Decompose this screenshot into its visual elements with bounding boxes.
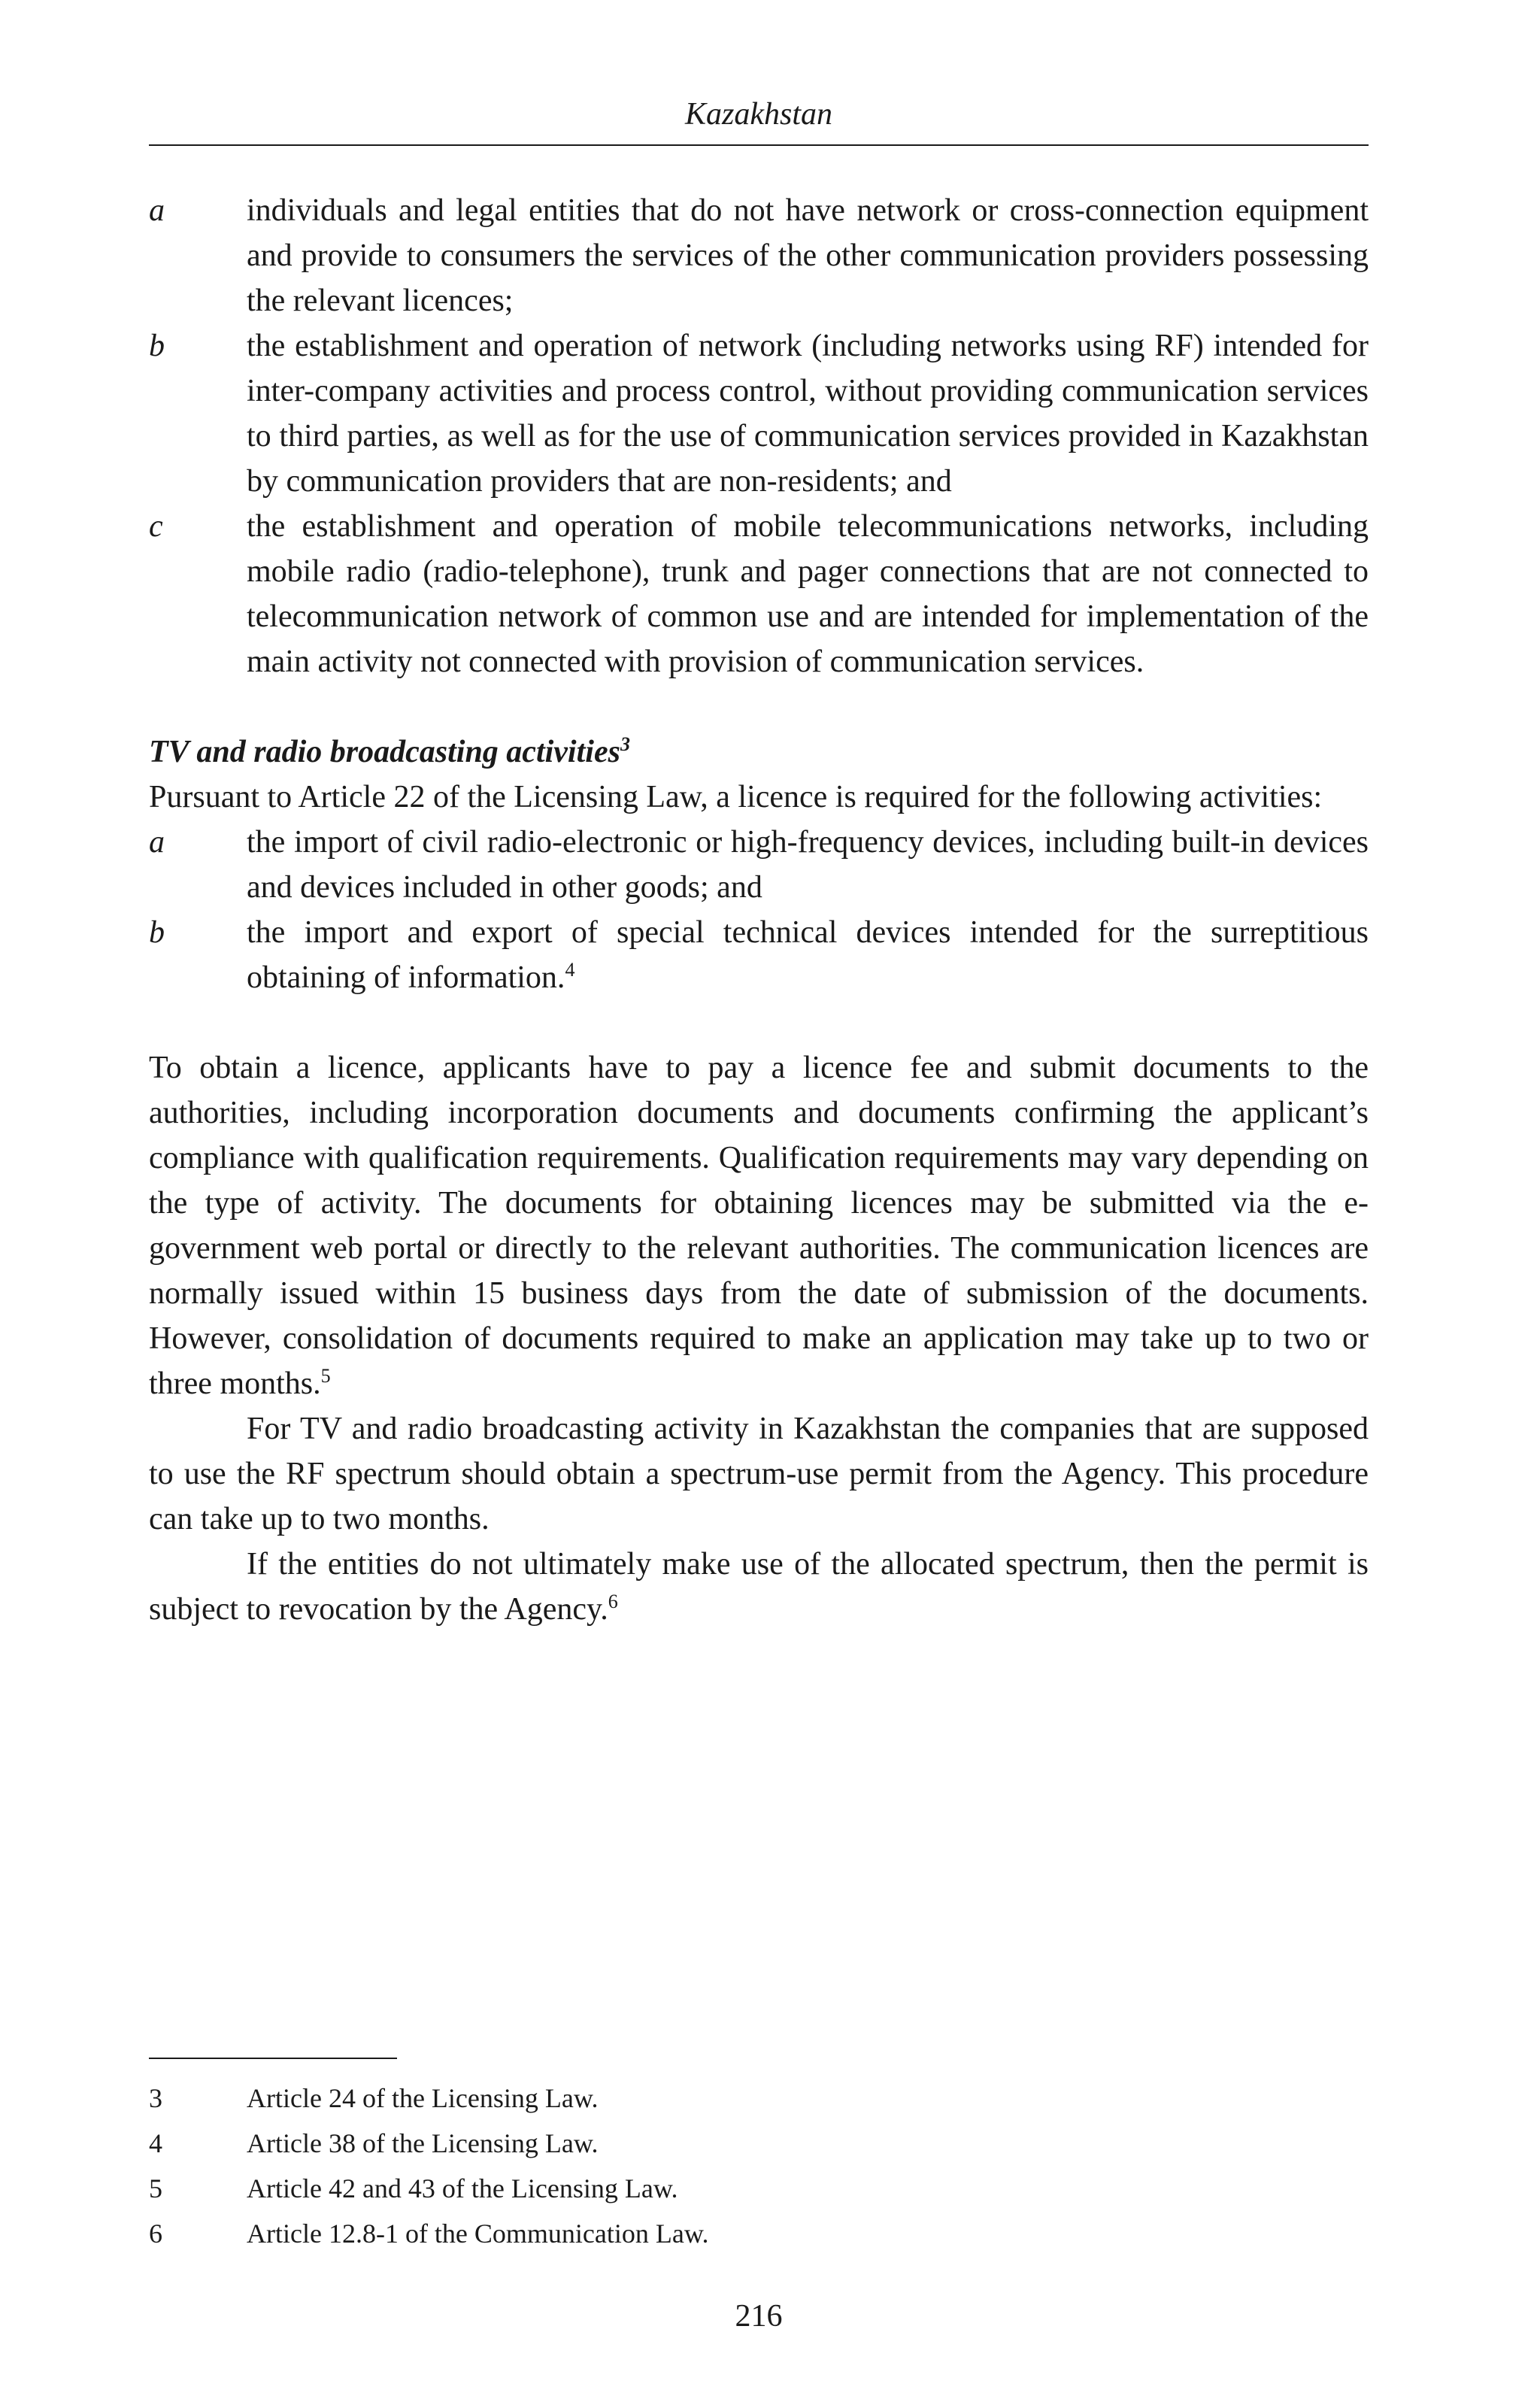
footnote-ref: 5 — [320, 1365, 331, 1387]
footnote-number: 5 — [149, 2173, 162, 2203]
footnote-ref: 4 — [565, 959, 575, 981]
footnote-number: 3 — [149, 2083, 162, 2113]
footnote-number: 4 — [149, 2128, 162, 2158]
running-header: Kazakhstan — [684, 97, 832, 132]
footnote-text: Article 24 of the Licensing Law. — [247, 2083, 599, 2113]
list-item-text: individuals and legal entities that do not have network or cross-connection equipment and provide to consumers the services of the other communication providers possessing the relevant licences; — [247, 193, 1369, 318]
list-marker: b — [149, 329, 165, 363]
intro-paragraph: Pursuant to Article 22 of the Licensing Law, a licence is required for the following activities: — [149, 780, 1323, 814]
paragraph-text: To obtain a licence, applicants have to pay a licence fee and submit documents to the authorities, including incorporation documents and documents confirming the applicant’s compliance with qualification requirements. Qualification requirements may vary depending on the type of activity. The documents for obtaining licences may be submitted via the e-government web portal or directly to the relevant authorities. The communication licences are normally issued within 15 business days from the date of submission of the documents. However, consolidation of documents required to make an application may take up to two or three months. — [149, 1051, 1369, 1401]
footnote — [149, 2166, 1369, 2211]
list-item — [149, 504, 1369, 684]
list-item-text: the import and export of special technical devices intended for the surreptitious obtaining of information. — [247, 915, 1369, 995]
list-marker: a — [149, 825, 165, 860]
list-item-text: the establishment and operation of network (including networks using RF) intended for inter-company activities and process control, without providing communication services to third parties, as well as for the use of communication services provided in Kazakhstan by communication providers that are non-residents; and — [247, 329, 1369, 499]
list-marker: b — [149, 915, 165, 950]
footnote — [149, 2121, 1369, 2166]
footnote — [149, 2076, 1369, 2121]
footnotes — [149, 2076, 1369, 2256]
list-item-text: the establishment and operation of mobile telecommunications networks, including mobile radio (radio-telephone), trunk and pager connections that are not connected to telecommunication network of common use and are intended for implementation of the main activity not connected with provision of communication services. — [247, 509, 1369, 679]
header-rule — [149, 144, 1369, 146]
footnote-ref: 6 — [608, 1591, 618, 1612]
page-number: 216 — [735, 2299, 783, 2334]
page-body — [149, 188, 1369, 1632]
body-paragraph — [149, 1542, 1369, 1632]
list-item — [149, 820, 1369, 910]
paragraph-gap — [149, 1000, 1369, 1045]
list-marker: a — [149, 193, 165, 228]
paragraph-text: If the entities do not ultimately make use of the allocated spectrum, then the permit is subject to revocation by the Agency. — [149, 1547, 1369, 1627]
body-paragraph — [149, 1045, 1369, 1406]
list-item — [149, 188, 1369, 323]
footnote-number: 6 — [149, 2218, 162, 2249]
footnote-ref: 3 — [620, 733, 630, 755]
section-heading — [149, 729, 1369, 775]
footnote — [149, 2211, 1369, 2256]
list-item — [149, 323, 1369, 504]
footnote-text: Article 38 of the Licensing Law. — [247, 2128, 599, 2158]
footnote-text: Article 12.8-1 of the Communication Law. — [247, 2218, 709, 2249]
footnote-text: Article 42 and 43 of the Licensing Law. — [247, 2173, 678, 2203]
list-item-text: the import of civil radio-electronic or high-frequency devices, including built-in devices and devices included in other goods; and — [247, 825, 1369, 905]
list-item — [149, 910, 1369, 1000]
section-heading-text: TV and radio broadcasting activities — [149, 735, 620, 769]
body-paragraph: For TV and radio broadcasting activity in Kazakhstan the companies that are supposed to use the RF spectrum should obtain a spectrum-use permit from the Agency. This procedure can take up to two months. — [149, 1412, 1369, 1536]
list-marker: c — [149, 509, 163, 544]
footnote-rule — [149, 2058, 397, 2059]
